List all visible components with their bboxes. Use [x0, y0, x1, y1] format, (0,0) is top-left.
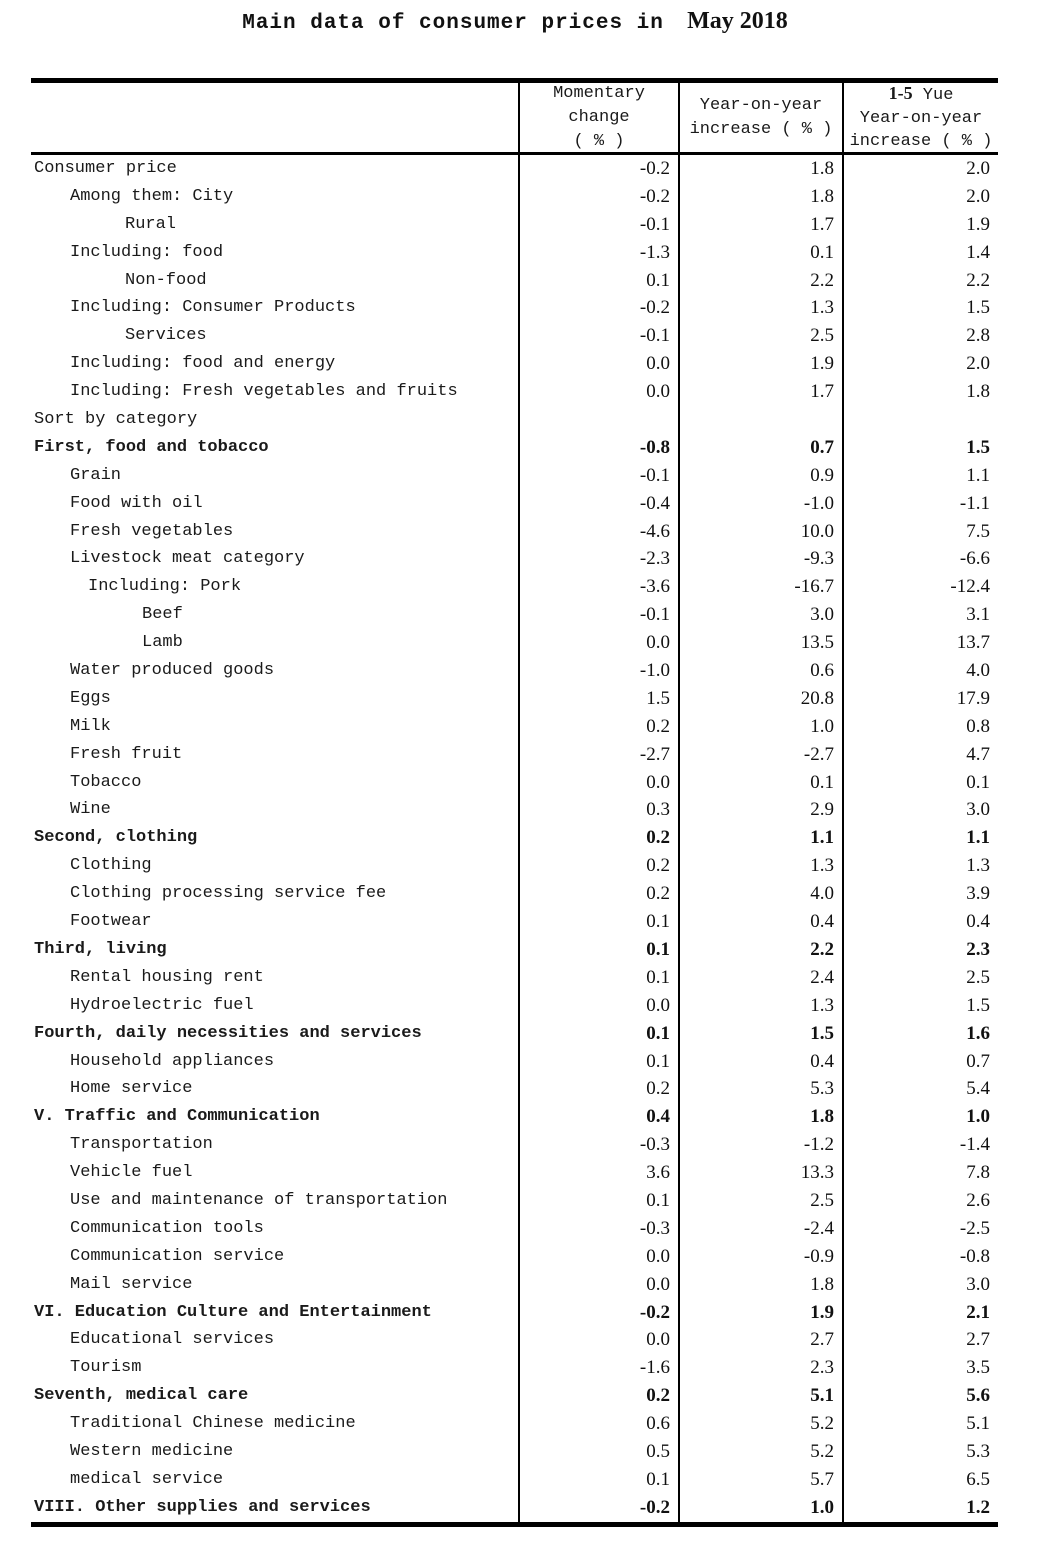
row-label: First, food and tobacco — [34, 437, 269, 457]
momentary-change-value: 3.6 — [518, 1159, 678, 1187]
momentary-change-value: 0.1 — [518, 1020, 678, 1048]
table-row — [31, 601, 998, 629]
year-on-year-value: 1.1 — [678, 824, 842, 852]
cumulative-value: 2.0 — [842, 350, 998, 378]
table-row — [31, 713, 998, 741]
row-label: Traditional Chinese medicine — [70, 1414, 356, 1434]
year-on-year-value: 2.2 — [678, 936, 842, 964]
row-label: Communication service — [70, 1246, 285, 1266]
year-on-year-value: 2.9 — [678, 796, 842, 824]
momentary-change-value: -0.2 — [518, 1494, 678, 1522]
cumulative-value: -6.6 — [842, 545, 998, 573]
header-line: Momentary change — [553, 83, 645, 127]
cumulative-value: -12.4 — [842, 573, 998, 601]
row-label: Clothing — [70, 856, 152, 876]
cumulative-value: 2.0 — [842, 183, 998, 211]
row-label: Tourism — [70, 1358, 142, 1378]
header-1-5: 1-5 — [888, 83, 913, 103]
year-on-year-value: 0.7 — [678, 434, 842, 462]
cumulative-value: 1.8 — [842, 378, 998, 406]
year-on-year-value: 0.6 — [678, 657, 842, 685]
page-title-text: Main data of consumer prices in — [242, 12, 664, 35]
year-on-year-value: 13.5 — [678, 629, 842, 657]
momentary-change-value: -0.2 — [518, 294, 678, 322]
row-label: Transportation — [70, 1135, 213, 1155]
row-label: Food with oil — [70, 493, 203, 513]
cumulative-value — [842, 406, 998, 434]
momentary-change-value: -0.8 — [518, 434, 678, 462]
row-label: Including: Consumer Products — [70, 298, 356, 318]
row-label: Fresh fruit — [70, 744, 183, 764]
year-on-year-value: 20.8 — [678, 685, 842, 713]
momentary-change-value: -4.6 — [518, 518, 678, 546]
momentary-change-value: -0.2 — [518, 183, 678, 211]
momentary-change-value: 0.3 — [518, 796, 678, 824]
table-row — [31, 1048, 998, 1076]
row-label: Grain — [70, 465, 122, 485]
consumer-prices-table — [31, 78, 998, 1527]
table-header-row — [31, 78, 998, 155]
momentary-change-value: -0.3 — [518, 1131, 678, 1159]
table-row — [31, 350, 998, 378]
table-row — [31, 267, 998, 295]
year-on-year-value: -2.7 — [678, 741, 842, 769]
cumulative-value: 3.0 — [842, 1271, 998, 1299]
momentary-change-value: 0.6 — [518, 1410, 678, 1438]
table-row — [31, 908, 998, 936]
table-row — [31, 1243, 998, 1271]
table-row — [31, 155, 998, 183]
momentary-change-value: 0.0 — [518, 1326, 678, 1354]
table-row — [31, 1159, 998, 1187]
cumulative-value: 0.8 — [842, 713, 998, 741]
row-label: Communication tools — [70, 1218, 264, 1238]
momentary-change-value: 0.2 — [518, 1382, 678, 1410]
row-label: medical service — [70, 1469, 224, 1489]
table-row — [31, 852, 998, 880]
momentary-change-value: 0.2 — [518, 824, 678, 852]
cumulative-value: 5.3 — [842, 1438, 998, 1466]
momentary-change-value: -3.6 — [518, 573, 678, 601]
year-on-year-value: 1.0 — [678, 1494, 842, 1522]
momentary-change-value: 0.0 — [518, 1271, 678, 1299]
year-on-year-value: 0.1 — [678, 239, 842, 267]
page-title-date: May 2018 — [687, 8, 788, 34]
table-row — [31, 741, 998, 769]
year-on-year-value: -9.3 — [678, 545, 842, 573]
row-label: Rental housing rent — [70, 967, 264, 987]
cumulative-value: 3.9 — [842, 880, 998, 908]
cumulative-value: 0.7 — [842, 1048, 998, 1076]
year-on-year-value: 1.7 — [678, 211, 842, 239]
cumulative-value: 2.2 — [842, 267, 998, 295]
header-line: ( % ) — [573, 131, 625, 151]
momentary-change-value: -1.3 — [518, 239, 678, 267]
year-on-year-value: 2.4 — [678, 964, 842, 992]
year-on-year-value: 2.5 — [678, 1187, 842, 1215]
cumulative-value: 6.5 — [842, 1466, 998, 1494]
row-label: Fourth, daily necessities and services — [34, 1023, 422, 1043]
row-label: Wine — [70, 800, 111, 820]
header-line: Year-on-year — [699, 95, 823, 115]
momentary-change-value: 0.1 — [518, 1048, 678, 1076]
cumulative-value: 3.0 — [842, 796, 998, 824]
table-row — [31, 936, 998, 964]
row-label: Sort by category — [34, 410, 198, 430]
row-label: Home service — [70, 1079, 193, 1099]
year-on-year-value: 1.8 — [678, 1103, 842, 1131]
momentary-change-value: 0.2 — [518, 880, 678, 908]
table-row — [31, 518, 998, 546]
row-label: Water produced goods — [70, 661, 275, 681]
year-on-year-value: 1.0 — [678, 713, 842, 741]
year-on-year-value: 2.7 — [678, 1326, 842, 1354]
year-on-year-value: 2.3 — [678, 1354, 842, 1382]
row-label: Household appliances — [70, 1051, 275, 1071]
year-on-year-value: 1.3 — [678, 294, 842, 322]
table-row — [31, 769, 998, 797]
year-on-year-value: 5.3 — [678, 1075, 842, 1103]
momentary-change-value: -0.3 — [518, 1215, 678, 1243]
table-row — [31, 1215, 998, 1243]
year-on-year-value: 0.4 — [678, 1048, 842, 1076]
year-on-year-value: 1.8 — [678, 155, 842, 183]
cumulative-value: 0.1 — [842, 769, 998, 797]
cumulative-value: 1.6 — [842, 1020, 998, 1048]
row-label: Lamb — [142, 633, 183, 653]
row-label: Livestock meat category — [70, 549, 305, 569]
table-row — [31, 1131, 998, 1159]
row-label: VI. Education Culture and Entertainment — [34, 1302, 432, 1322]
year-on-year-value: 4.0 — [678, 880, 842, 908]
table-row — [31, 211, 998, 239]
table-row — [31, 796, 998, 824]
table-row — [31, 239, 998, 267]
year-on-year-value: 13.3 — [678, 1159, 842, 1187]
cumulative-value: 1.5 — [842, 294, 998, 322]
cumulative-value: 2.8 — [842, 322, 998, 350]
row-label: Services — [125, 326, 207, 346]
momentary-change-value: 0.4 — [518, 1103, 678, 1131]
table-row — [31, 378, 998, 406]
header-line: increase ( % ) — [689, 119, 833, 139]
row-label: Western medicine — [70, 1441, 234, 1461]
cumulative-value: -0.8 — [842, 1243, 998, 1271]
momentary-change-value: -1.0 — [518, 657, 678, 685]
cumulative-value: -2.5 — [842, 1215, 998, 1243]
year-on-year-value: 10.0 — [678, 518, 842, 546]
row-label: VIII. Other supplies and services — [34, 1497, 371, 1517]
cumulative-value: 1.1 — [842, 462, 998, 490]
momentary-change-value: -0.1 — [518, 462, 678, 490]
table-row — [31, 1326, 998, 1354]
table-row — [31, 629, 998, 657]
table-row — [31, 183, 998, 211]
title-space — [674, 12, 688, 35]
row-label: Rural — [125, 214, 177, 234]
row-label: Vehicle fuel — [70, 1163, 193, 1183]
header-line — [889, 82, 954, 107]
momentary-change-value: -0.4 — [518, 490, 678, 518]
row-label: Including: food — [70, 242, 224, 262]
column-header-year-on-year — [678, 83, 842, 152]
cumulative-value: -1.4 — [842, 1131, 998, 1159]
year-on-year-value: 1.8 — [678, 1271, 842, 1299]
table-row — [31, 322, 998, 350]
cumulative-value: 5.4 — [842, 1075, 998, 1103]
year-on-year-value: 5.2 — [678, 1410, 842, 1438]
cumulative-value: 3.5 — [842, 1354, 998, 1382]
table-row — [31, 1075, 998, 1103]
cumulative-value: 3.1 — [842, 601, 998, 629]
momentary-change-value — [518, 406, 678, 434]
header-line: Year-on-year — [859, 109, 983, 128]
table-row — [31, 1494, 998, 1522]
row-label: Including: Fresh vegetables and fruits — [70, 382, 458, 402]
row-label: Fresh vegetables — [70, 521, 234, 541]
cumulative-value: 2.1 — [842, 1299, 998, 1327]
year-on-year-value: 1.3 — [678, 992, 842, 1020]
cumulative-value: 17.9 — [842, 685, 998, 713]
table-row — [31, 1438, 998, 1466]
table-row — [31, 1382, 998, 1410]
momentary-change-value: 0.1 — [518, 1187, 678, 1215]
cumulative-value: 13.7 — [842, 629, 998, 657]
cumulative-value: 5.1 — [842, 1410, 998, 1438]
cumulative-value: 4.7 — [842, 741, 998, 769]
table-body — [31, 155, 998, 1527]
table-row — [31, 573, 998, 601]
year-on-year-value: 1.9 — [678, 350, 842, 378]
row-label: Footwear — [70, 912, 152, 932]
momentary-change-value: 0.1 — [518, 908, 678, 936]
column-header-labels — [31, 83, 518, 152]
year-on-year-value: -16.7 — [678, 573, 842, 601]
cumulative-value: 1.5 — [842, 992, 998, 1020]
cumulative-value: 2.3 — [842, 936, 998, 964]
momentary-change-value: 0.0 — [518, 350, 678, 378]
momentary-change-value: 0.5 — [518, 1438, 678, 1466]
year-on-year-value: 1.8 — [678, 183, 842, 211]
cumulative-value: 2.0 — [842, 155, 998, 183]
momentary-change-value: 0.0 — [518, 629, 678, 657]
momentary-change-value: -1.6 — [518, 1354, 678, 1382]
momentary-change-value: 0.2 — [518, 852, 678, 880]
momentary-change-value: 0.2 — [518, 1075, 678, 1103]
row-label: Clothing processing service fee — [70, 884, 387, 904]
momentary-change-value: -0.2 — [518, 155, 678, 183]
table-row — [31, 1187, 998, 1215]
momentary-change-value: 0.0 — [518, 992, 678, 1020]
table-row — [31, 434, 998, 462]
momentary-change-value: 0.1 — [518, 267, 678, 295]
table-row — [31, 545, 998, 573]
year-on-year-value — [678, 406, 842, 434]
row-label: Beef — [142, 605, 183, 625]
year-on-year-value: 5.2 — [678, 1438, 842, 1466]
table-row — [31, 294, 998, 322]
page-title — [0, 8, 1030, 35]
momentary-change-value: 0.0 — [518, 1243, 678, 1271]
row-label: Second, clothing — [34, 828, 198, 848]
row-label: Non-food — [125, 270, 207, 290]
table-row — [31, 1410, 998, 1438]
table-row — [31, 824, 998, 852]
table-row — [31, 1354, 998, 1382]
momentary-change-value: -2.7 — [518, 741, 678, 769]
cumulative-value: 7.8 — [842, 1159, 998, 1187]
year-on-year-value: 0.9 — [678, 462, 842, 490]
cumulative-value: 1.0 — [842, 1103, 998, 1131]
momentary-change-value: 0.2 — [518, 713, 678, 741]
momentary-change-value: -2.3 — [518, 545, 678, 573]
year-on-year-value: -1.2 — [678, 1131, 842, 1159]
year-on-year-value: 1.5 — [678, 1020, 842, 1048]
year-on-year-value: -1.0 — [678, 490, 842, 518]
year-on-year-value: 2.2 — [678, 267, 842, 295]
table-row — [31, 992, 998, 1020]
row-label: Hydroelectric fuel — [70, 995, 254, 1015]
momentary-change-value: -0.1 — [518, 322, 678, 350]
momentary-change-value: -0.1 — [518, 211, 678, 239]
table-row — [31, 964, 998, 992]
cumulative-value: 7.5 — [842, 518, 998, 546]
year-on-year-value: -0.9 — [678, 1243, 842, 1271]
cumulative-value: 1.1 — [842, 824, 998, 852]
table-row — [31, 1271, 998, 1299]
cumulative-value: 0.4 — [842, 908, 998, 936]
year-on-year-value: 5.7 — [678, 1466, 842, 1494]
cumulative-value: 1.5 — [842, 434, 998, 462]
year-on-year-value: 3.0 — [678, 601, 842, 629]
momentary-change-value: -0.1 — [518, 601, 678, 629]
momentary-change-value: 0.1 — [518, 964, 678, 992]
year-on-year-value: 1.7 — [678, 378, 842, 406]
row-label: Educational services — [70, 1330, 275, 1350]
row-label: Eggs — [70, 688, 111, 708]
cumulative-value: 1.2 — [842, 1494, 998, 1522]
cumulative-value: -1.1 — [842, 490, 998, 518]
year-on-year-value: 1.9 — [678, 1299, 842, 1327]
table-row — [31, 1103, 998, 1131]
table-row — [31, 490, 998, 518]
year-on-year-value: 5.1 — [678, 1382, 842, 1410]
momentary-change-value: -0.2 — [518, 1299, 678, 1327]
cumulative-value: 2.5 — [842, 964, 998, 992]
momentary-change-value: 0.0 — [518, 769, 678, 797]
cumulative-value: 2.6 — [842, 1187, 998, 1215]
year-on-year-value: 1.3 — [678, 852, 842, 880]
cumulative-value: 1.3 — [842, 852, 998, 880]
table-row — [31, 1466, 998, 1494]
momentary-change-value: 0.1 — [518, 1466, 678, 1494]
column-header-1-5-yue — [842, 83, 998, 152]
row-label: Seventh, medical care — [34, 1386, 249, 1406]
year-on-year-value: 2.5 — [678, 322, 842, 350]
year-on-year-value: 0.1 — [678, 769, 842, 797]
row-label: Tobacco — [70, 772, 142, 792]
year-on-year-value: 0.4 — [678, 908, 842, 936]
row-label: Consumer price — [34, 159, 177, 178]
row-label: Including: Pork — [88, 577, 242, 597]
row-label: Third, living — [34, 939, 167, 959]
table-row — [31, 462, 998, 490]
cumulative-value: 4.0 — [842, 657, 998, 685]
cumulative-value: 1.4 — [842, 239, 998, 267]
momentary-change-value: 0.1 — [518, 936, 678, 964]
cumulative-value: 2.7 — [842, 1326, 998, 1354]
table-row — [31, 1020, 998, 1048]
cumulative-value: 1.9 — [842, 211, 998, 239]
momentary-change-value: 0.0 — [518, 378, 678, 406]
table-row — [31, 685, 998, 713]
year-on-year-value: -2.4 — [678, 1215, 842, 1243]
header-yue: Yue — [922, 86, 954, 105]
column-header-momentary-change — [518, 83, 678, 152]
header-line: increase ( % ) — [849, 132, 993, 151]
row-label: Including: food and energy — [70, 354, 336, 374]
table-row — [31, 657, 998, 685]
row-label: Milk — [70, 716, 111, 736]
row-label: Use and maintenance of transportation — [70, 1190, 448, 1210]
row-label: V. Traffic and Communication — [34, 1107, 320, 1127]
table-row — [31, 406, 998, 434]
cumulative-value: 5.6 — [842, 1382, 998, 1410]
row-label: Among them: City — [70, 186, 234, 206]
table-row — [31, 880, 998, 908]
row-label: Mail service — [70, 1274, 193, 1294]
table-row — [31, 1299, 998, 1327]
momentary-change-value: 1.5 — [518, 685, 678, 713]
